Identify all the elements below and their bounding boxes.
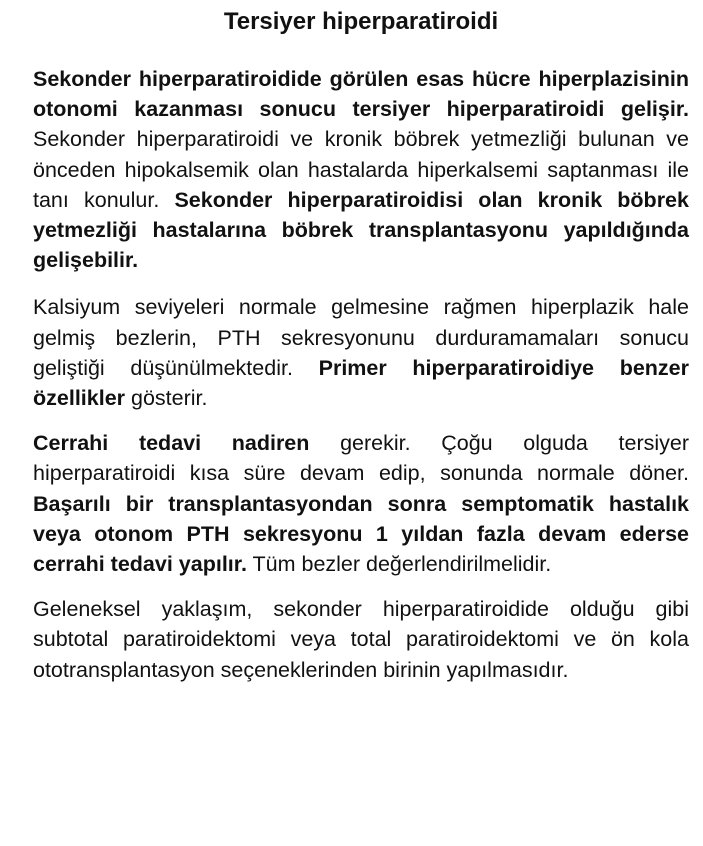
text-segment: gerekir. Çoğu olguda tersiyer hiperparatiroidi kısa süre devam edip, sonunda normale döner. [33, 431, 689, 486]
text-segment: Primer hiperparatiroidiye benzer özellikler [33, 355, 689, 411]
text-segment: Cerrahi tedavi nadiren [33, 431, 310, 456]
page-title: Tersiyer hiperparatiroidi [223, 8, 499, 35]
text-segment: Başarılı bir transplantasyondan sonra semptomatik hastalık veya otonom PTH sekresyonu 1 yıldan fazla devam ederse cerrahi tedavi yapılır. [33, 491, 689, 577]
text-segment: Tüm bezler değerlendirilmelidir. [246, 552, 552, 577]
paragraph-3 [33, 428, 689, 579]
text-segment: Geleneksel yaklaşım, sekonder hiperparatiroidide olduğu gibi subtotal paratiroidektomi veya total paratiroidektomi ve ön kola ototransplantasyon seçeneklerinden birinin yapılmasıdır. [33, 597, 689, 682]
paragraph-2 [33, 292, 689, 413]
text-segment: Sekonder hiperparatiroidide görülen esas hücre hiperplazisinin otonomi kazanması sonucu tersiyer hiperparatiroidi gelişir. [33, 67, 689, 122]
text-segment: gösterir. [125, 386, 208, 411]
document-page [33, 0, 689, 685]
text-segment: Kalsiyum seviyeleri normale gelmesine rağmen hiperplazik hale gelmiş bezlerin, PTH sekresyonunu durduramamaları sonucu geliştiği düşünülmektedir. [33, 295, 689, 380]
text-segment: Sekonder hiperparatiroidi ve kronik böbrek yetmezliği bulunan ve önceden hipokalsemik olan hastalarda hiperkalsemi saptanması ile tanı konulur. [33, 127, 689, 212]
text-segment: Sekonder hiperparatiroidisi olan kronik böbrek yetmezliği hastalarına böbrek transplantasyonu yapıldığında gelişebilir. [33, 187, 689, 273]
paragraph-1 [33, 64, 689, 275]
paragraph-4 [33, 594, 689, 685]
